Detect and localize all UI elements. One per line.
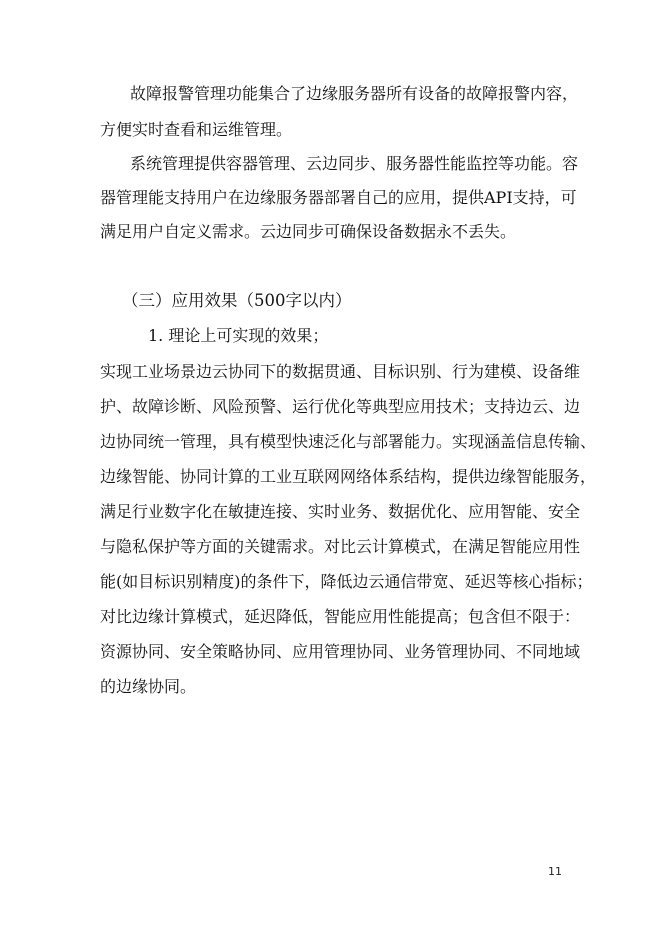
paragraph-line: 满足用户自定义需求。云边同步可确保设备数据永不丢失。 xyxy=(100,222,517,241)
paragraph-line: 能(如目标识别精度)的条件下，降低边云通信带宽、延迟等核心指标； xyxy=(100,572,593,591)
section-heading: （三）应用效果（500字以内） xyxy=(122,291,352,310)
paragraph-line: 故障报警管理功能集合了边缘服务器所有设备的故障报警内容， xyxy=(130,84,579,103)
paragraph-line: 资源协同、安全策略协同、应用管理协同、业务管理协同、不同地域 xyxy=(100,642,581,661)
paragraph-line: 满足行业数字化在敏捷连接、实时业务、数据优化、应用智能、安全 xyxy=(100,502,581,521)
paragraph-line: 的边缘协同。 xyxy=(100,677,197,696)
paragraph-line: 实现工业场景边云协同下的数据贯通、目标识别、行为建模、设备维 xyxy=(100,362,581,381)
subheading: 1. 理论上可实现的效果； xyxy=(148,326,329,345)
paragraph-line: 器管理能支持用户在边缘服务器部署自己的应用，提供API支持，可 xyxy=(100,188,577,207)
paragraph-line: 边协同统一管理，具有模型快速泛化与部署能力。实现涵盖信息传输、 xyxy=(100,432,597,451)
paragraph-line: 系统管理提供容器管理、云边同步、服务器性能监控等功能。容 xyxy=(130,154,579,173)
paragraph-line: 边缘智能、协同计算的工业互联网网络体系结构，提供边缘智能服务， xyxy=(100,467,597,486)
paragraph-line: 护、故障诊断、风险预警、运行优化等典型应用技术；支持边云、边 xyxy=(100,397,581,416)
page-number: 11 xyxy=(548,865,562,878)
paragraph-line: 方便实时查看和运维管理。 xyxy=(100,120,293,139)
paragraph-line: 与隐私保护等方面的关键需求。对比云计算模式，在满足智能应用性 xyxy=(100,537,581,556)
paragraph-line: 对比边缘计算模式，延迟降低，智能应用性能提高；包含但不限于： xyxy=(100,607,581,626)
